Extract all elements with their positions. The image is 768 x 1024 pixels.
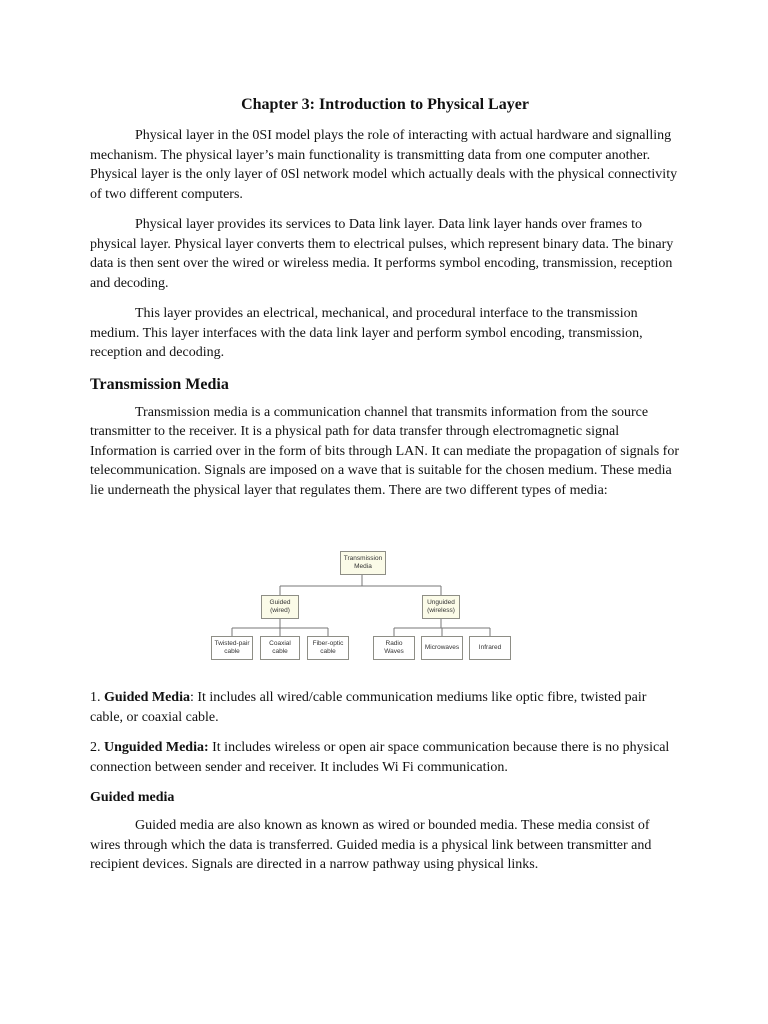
section-paragraph: Transmission media is a communication channel that transmits information from the source transmitter to the receiver. It is a physical path for data transfer through electromagnetic signal Information is carried over in the form of bits through LAN. It can mediate the propagation of signals for telecommunication. Signals are imposed on a wave that is suitable for the chosen medium. These media lie underneath the physical layer that regulates them. There are two different types of media: (90, 404, 679, 498)
term-guided: Guided Media (104, 690, 190, 705)
intro-paragraph-2: Physical layer provides its services to Data link layer. Data link layer hands over frames to physical layer. Physical layer converts them to electrical pulses, which represent binary data. The binary data is then sent over the wired or wireless media. It performs symbol encoding, transmission, reception and decoding. (90, 217, 674, 291)
list-item-unguided: 2. Unguided Media: It includes wireless or open air space communication because there is no physical connection between sender and receiver. It includes Wi Fi communication. (90, 740, 670, 775)
chapter-title: Chapter 3: Introduction to Physical Layer (241, 96, 529, 113)
box-guided: Guided (wired) (261, 595, 299, 619)
box-microwaves: Microwaves (421, 636, 463, 660)
box-infrared: Infrared (469, 636, 511, 660)
box-twisted-pair: Twisted-pair cable (211, 636, 253, 660)
guided-media-paragraph: Guided media are also known as known as wired or bounded media. These media consist of wires through which the data is transferred. Guided media is a physical link between transmitter and recipient devices. Signals are directed in a narrow pathway using physical links. (90, 818, 652, 872)
intro-paragraph-3: This layer provides an electrical, mechanical, and procedural interface to the transmission medium. This layer interfaces with the data link layer and perform symbol encoding, transmission, reception and decoding. (90, 306, 643, 360)
term-unguided: Unguided Media: (104, 740, 209, 755)
document-content (90, 94, 680, 886)
intro-paragraph-1: Physical layer in the 0SI model plays the role of interacting with actual hardware and signalling mechanism. The physical layer’s main functionality is transmitting data from one computer another. Physical layer is the only layer of 0Sl network model which actually deals with the physical connectivity of two different computers. (90, 128, 678, 202)
subheading-guided-media: Guided media (90, 790, 175, 805)
section-heading: Transmission Media (90, 375, 229, 393)
box-radio-waves: Radio Waves (373, 636, 415, 660)
transmission-media-diagram (90, 548, 680, 668)
box-transmission-media: Transmission Media (340, 551, 386, 575)
box-coaxial: Coaxial cable (260, 636, 300, 660)
list-item-guided: 1. Guided Media: It includes all wired/cable communication mediums like optic fibre, twisted pair cable, or coaxial cable. (90, 690, 647, 725)
box-unguided: Unguided (wireless) (422, 595, 460, 619)
box-fiber-optic: Fiber-optic cable (307, 636, 349, 660)
